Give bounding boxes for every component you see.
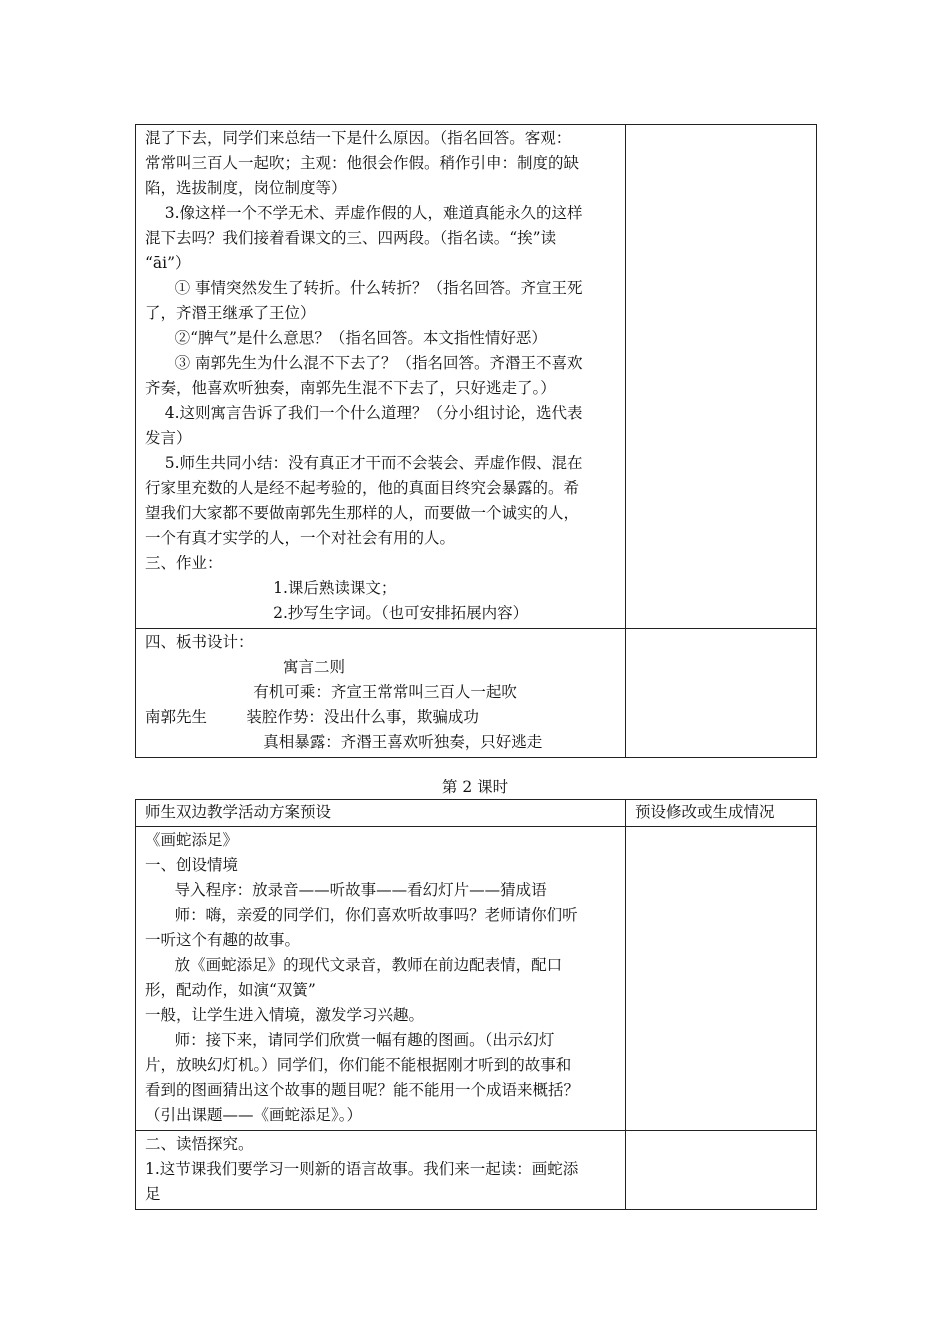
- text-line: 了，齐湣王继承了王位）: [145, 304, 316, 322]
- text-line: 1.这节课我们要学习一则新的语言故事。我们来一起读：画蛇添: [145, 1160, 579, 1178]
- text-line: 寓言二则: [145, 658, 345, 676]
- text-line: 有机可乘：齐宣王常常叫三百人一起吹: [145, 683, 517, 701]
- activity-text-block: [145, 828, 618, 1128]
- activity-text-block: [145, 126, 618, 626]
- text-line: 师：嗨，亲爱的同学们，你们喜欢听故事吗？老师请你们听: [145, 906, 578, 924]
- text-line: 一般，让学生进入情境，激发学习兴趣。: [145, 1006, 425, 1024]
- text-line: 导入程序：放录音——听故事——看幻灯片——猜成语: [145, 881, 547, 899]
- column-header-revisions: 预设修改或生成情况: [626, 800, 817, 827]
- activity-cell: [136, 1131, 626, 1210]
- text-line: 一个有真才实学的人，一个对社会有用的人。: [145, 529, 456, 547]
- text-line: ③ 南郭先生为什么混不下去了？（指名回答。齐湣王不喜欢: [145, 354, 583, 372]
- table-header-row: [136, 800, 817, 827]
- text-line: 行家里充数的人是经不起考验的，他的真面目终究会暴露的。希: [145, 479, 580, 497]
- text-line: 片，放映幻灯机。）同学们，你们能不能根据刚才听到的故事和: [145, 1056, 572, 1074]
- text-line: ②“脾气”是什么意思？（指名回答。本文指性情好恶）: [145, 329, 547, 347]
- text-line: 形，配动作，如演“双簧”: [145, 981, 316, 999]
- text-line: 《画蛇添足》: [145, 831, 239, 849]
- text-line: 1.课后熟读课文；: [145, 579, 397, 597]
- text-line: ① 事情突然发生了转折。什么转折？（指名回答。齐宣王死: [145, 279, 583, 297]
- text-line: 放《画蛇添足》的现代文录音，教师在前边配表情，配口: [145, 956, 563, 974]
- lesson-plan-table-period-2: [135, 799, 817, 1210]
- revision-cell: [626, 827, 817, 1131]
- text-line: 陷，选拔制度，岗位制度等）: [145, 179, 347, 197]
- lesson-period-caption: 第 2 课时: [441, 778, 509, 796]
- revision-cell: [626, 1131, 817, 1210]
- text-line: 四、板书设计：: [145, 633, 254, 651]
- column-header-activities: 师生双边教学活动方案预设: [136, 800, 626, 827]
- text-line: “āi”）: [145, 254, 191, 272]
- text-line: 3.像这样一个不学无术、弄虚作假的人，难道真能永久的这样: [145, 204, 583, 222]
- table-row: [136, 125, 817, 629]
- text-line: 发言）: [145, 429, 192, 447]
- text-line: 真相暴露：齐湣王喜欢听独奏，只好逃走: [145, 733, 543, 751]
- activity-text-block: [145, 1132, 618, 1207]
- text-line: 二、读悟探究。: [145, 1135, 254, 1153]
- table-row: [136, 1131, 817, 1210]
- revision-cell: [626, 125, 817, 629]
- board-design-text-block: [145, 630, 618, 755]
- text-line: （引出课题——《画蛇添足》。）: [145, 1106, 363, 1124]
- text-line: 2.抄写生字词。（也可安排拓展内容）: [145, 604, 529, 622]
- text-line: 三、作业：: [145, 554, 223, 572]
- text-line: 望我们大家都不要做南郭先生那样的人，而要做一个诚实的人，: [145, 504, 580, 522]
- text-line: 看到的图画猜出这个故事的题目呢？能不能用一个成语来概括？: [145, 1081, 580, 1099]
- text-line: 5.师生共同小结：没有真正才干而不会装会、弄虚作假、混在: [145, 454, 583, 472]
- text-line: 齐奏，他喜欢听独奏，南郭先生混不下去了，只好逃走了。）: [145, 379, 556, 397]
- board-design-cell: [136, 629, 626, 758]
- text-line: 一听这个有趣的故事。: [145, 931, 301, 949]
- text-line: 4.这则寓言告诉了我们一个什么道理？（分小组讨论，选代表: [145, 404, 583, 422]
- activity-cell: [136, 125, 626, 629]
- text-line: 一、创设情境: [145, 856, 239, 874]
- text-line: 师：接下来，请同学们欣赏一幅有趣的图画。（出示幻灯: [145, 1031, 555, 1049]
- text-line: 混下去吗？我们接着看课文的三、四两段。（指名读。“挨”读: [145, 229, 557, 247]
- text-line: 混了下去，同学们来总结一下是什么原因。（指名回答。客观：: [145, 129, 572, 147]
- revision-cell: [626, 629, 817, 758]
- table-row: [136, 827, 817, 1131]
- text-line: 常常叫三百人一起吹；主观：他很会作假。稍作引申：制度的缺: [145, 154, 580, 172]
- table-row: [136, 629, 817, 758]
- text-line: 南郭先生 装腔作势：没出什么事，欺骗成功: [145, 708, 479, 726]
- lesson-plan-table-continued: [135, 124, 817, 758]
- activity-cell: [136, 827, 626, 1131]
- text-line: 足: [145, 1185, 161, 1203]
